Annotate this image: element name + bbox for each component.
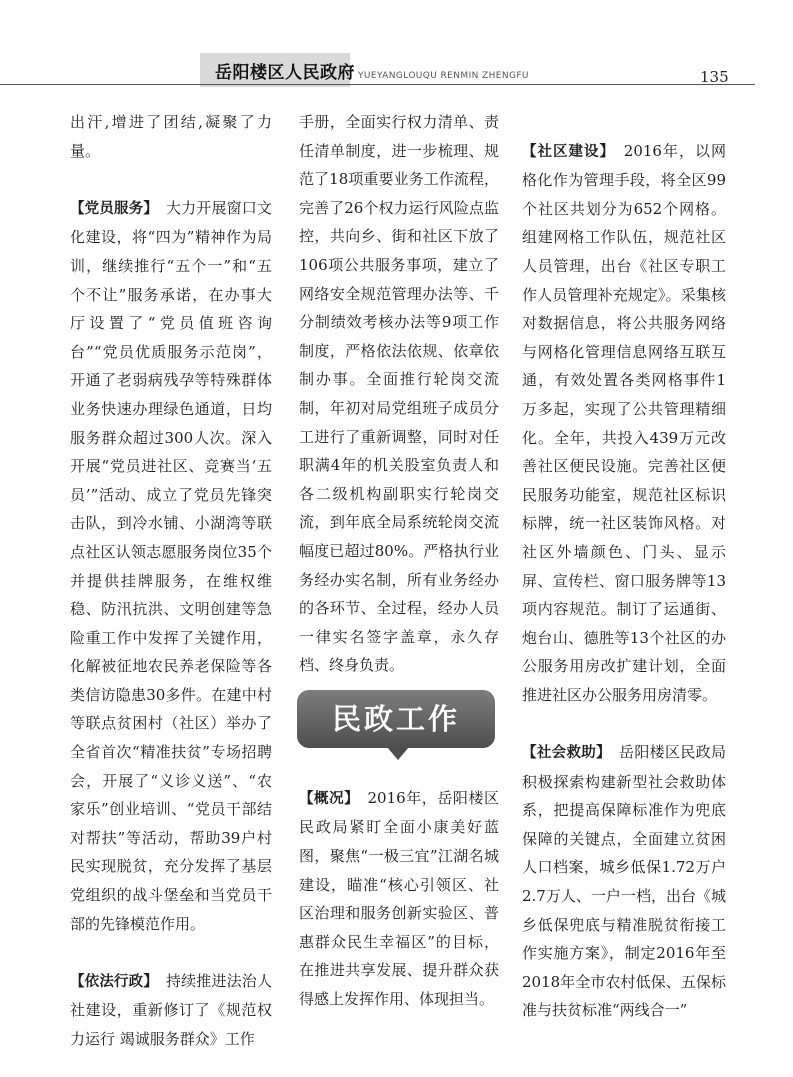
paragraph-community: 【社区建设】 2016年，以网格化作为管理手段，将全区99个社区共划分为652个网格。组建网格工作队伍，规范社区人员管理，出台《社区专职工作人员管理补充规定》。采集核对数据信息，将公共服务网络与网格化管理信息网络互联互通，有效处置各类网格事件1万多起，实现了公共管理精细化。全年，共投入439万元改善社区便民设施。完善社区便民服务功能室，规范社区标识标牌，统一社区装饰风格。对社区外墙颜色、门头、显示屏、宣传栏、窗口服务牌等13项内容规范。制订了运通街、炮台山、德胜等13个社区的办公服务用房改扩建计划，全面推进社区办公服务用房清零。 [522, 141, 726, 704]
paragraph-overview: 【概况】 2016年，岳阳楼区民政局紧盯全面小康美好蓝图，聚焦“一极三宜”江湖名城建设，瞄准“核心引领区、社区治理和服务创新实验区、普惠群众民生幸福区”的目标，在推进共享发展、提升群众获得感上发挥作用、体现担当。 [299, 788, 499, 1009]
header-rule [0, 84, 755, 85]
section-tag: 【概况】 [299, 790, 352, 807]
paragraph-continuation: 出汗,增进了团结,凝聚了力量。 [70, 113, 272, 160]
column-2 [299, 108, 499, 1014]
column-1 [70, 108, 272, 1054]
section-tag: 【社区建设】 [522, 143, 608, 160]
paragraph-social-aid: 【社会救助】 岳阳楼区民政局积极探索构建新型社会救助体系，把提高保障标准作为兜底保障的关键点，全面建立贫困人口档案，城乡低保1.72万户2.7万人、一户一档，出台《城乡低保兜底与精准脱贫衔接工作实施方案》，制定2016年至2018年全市农村低保、五保标准与扶贫标准“两线合一” [522, 743, 726, 1020]
column-3 [522, 108, 726, 1025]
paragraph-law-admin: 【依法行政】 持续推进法治人社建设，重新修订了《规范权力运行 竭诚服务群众》工作 [70, 971, 272, 1048]
section-heading: 民政工作 [297, 690, 495, 748]
section-tag: 【社会救助】 [522, 745, 604, 762]
section-tag: 【党员服务】 [70, 200, 151, 217]
paragraph-party-service: 【党员服务】 大力开展窗口文化建设，将“四为”精神作为局训，继续推行“五个一”和“五个不让”服务承诺，在办事大厅设置了“党员值班咨询台”“党员优质服务示范岗”，开通了老弱病残孕等特殊群体业务快速办理绿色通道，日均服务群众超过300人次。深入开展“党员进社区、竞赛当‘五员’”活动、成立了党员先锋突击队，到冷水铺、小湖湾等联点社区认领志愿服务岗位35个并提供挂牌服务，在维权维稳、防汛抗洪、文明创建等急险重工作中发挥了关键作用，化解被征地农民养老保险等各类信访隐患30多件。在建中村等联点贫困村（社区）举办了全省首次“精准扶贫”专场招聘会，开展了“义诊义送”、“农家乐”创业培训、“党员干部结对帮扶”等活动，帮助39户村民实现脱贫，充分发挥了基层党组织的战斗堡垒和当党员干部的先锋模范作用。 [70, 198, 272, 933]
page-header-title: 岳阳楼区人民政府 [215, 63, 355, 83]
page-number: 135 [700, 68, 729, 86]
section-heading-bubble [299, 680, 499, 784]
bubble-tail [387, 747, 409, 760]
paragraph-continuation: 手册，全面实行权力清单、责任清单制度，进一步梳理、规范了18项重要业务工作流程，完善了26个权力运行风险点监控，共向乡、街和社区下放了106项公共服务事项，建立了网络安全规范管理办法等、千分制绩效考核办法等9项工作制度，严格依法依规、依章依制办事。全面推行轮岗交流制，年初对局党组班子成员分工进行了重新调整，同时对任职满4年的机关股室负责人和各二级机构副职实行轮岗交流，到年底全局系统轮岗交流幅度已超过80%。严格执行业务经办实名制，所有业务经办的各环节、全过程，经办人员一律实名签字盖章，永久存档、终身负责。 [299, 113, 499, 675]
section-tag: 【依法行政】 [70, 973, 151, 990]
page-header-subtitle: YUEYANGLOUQU RENMIN ZHENGFU [358, 71, 529, 81]
